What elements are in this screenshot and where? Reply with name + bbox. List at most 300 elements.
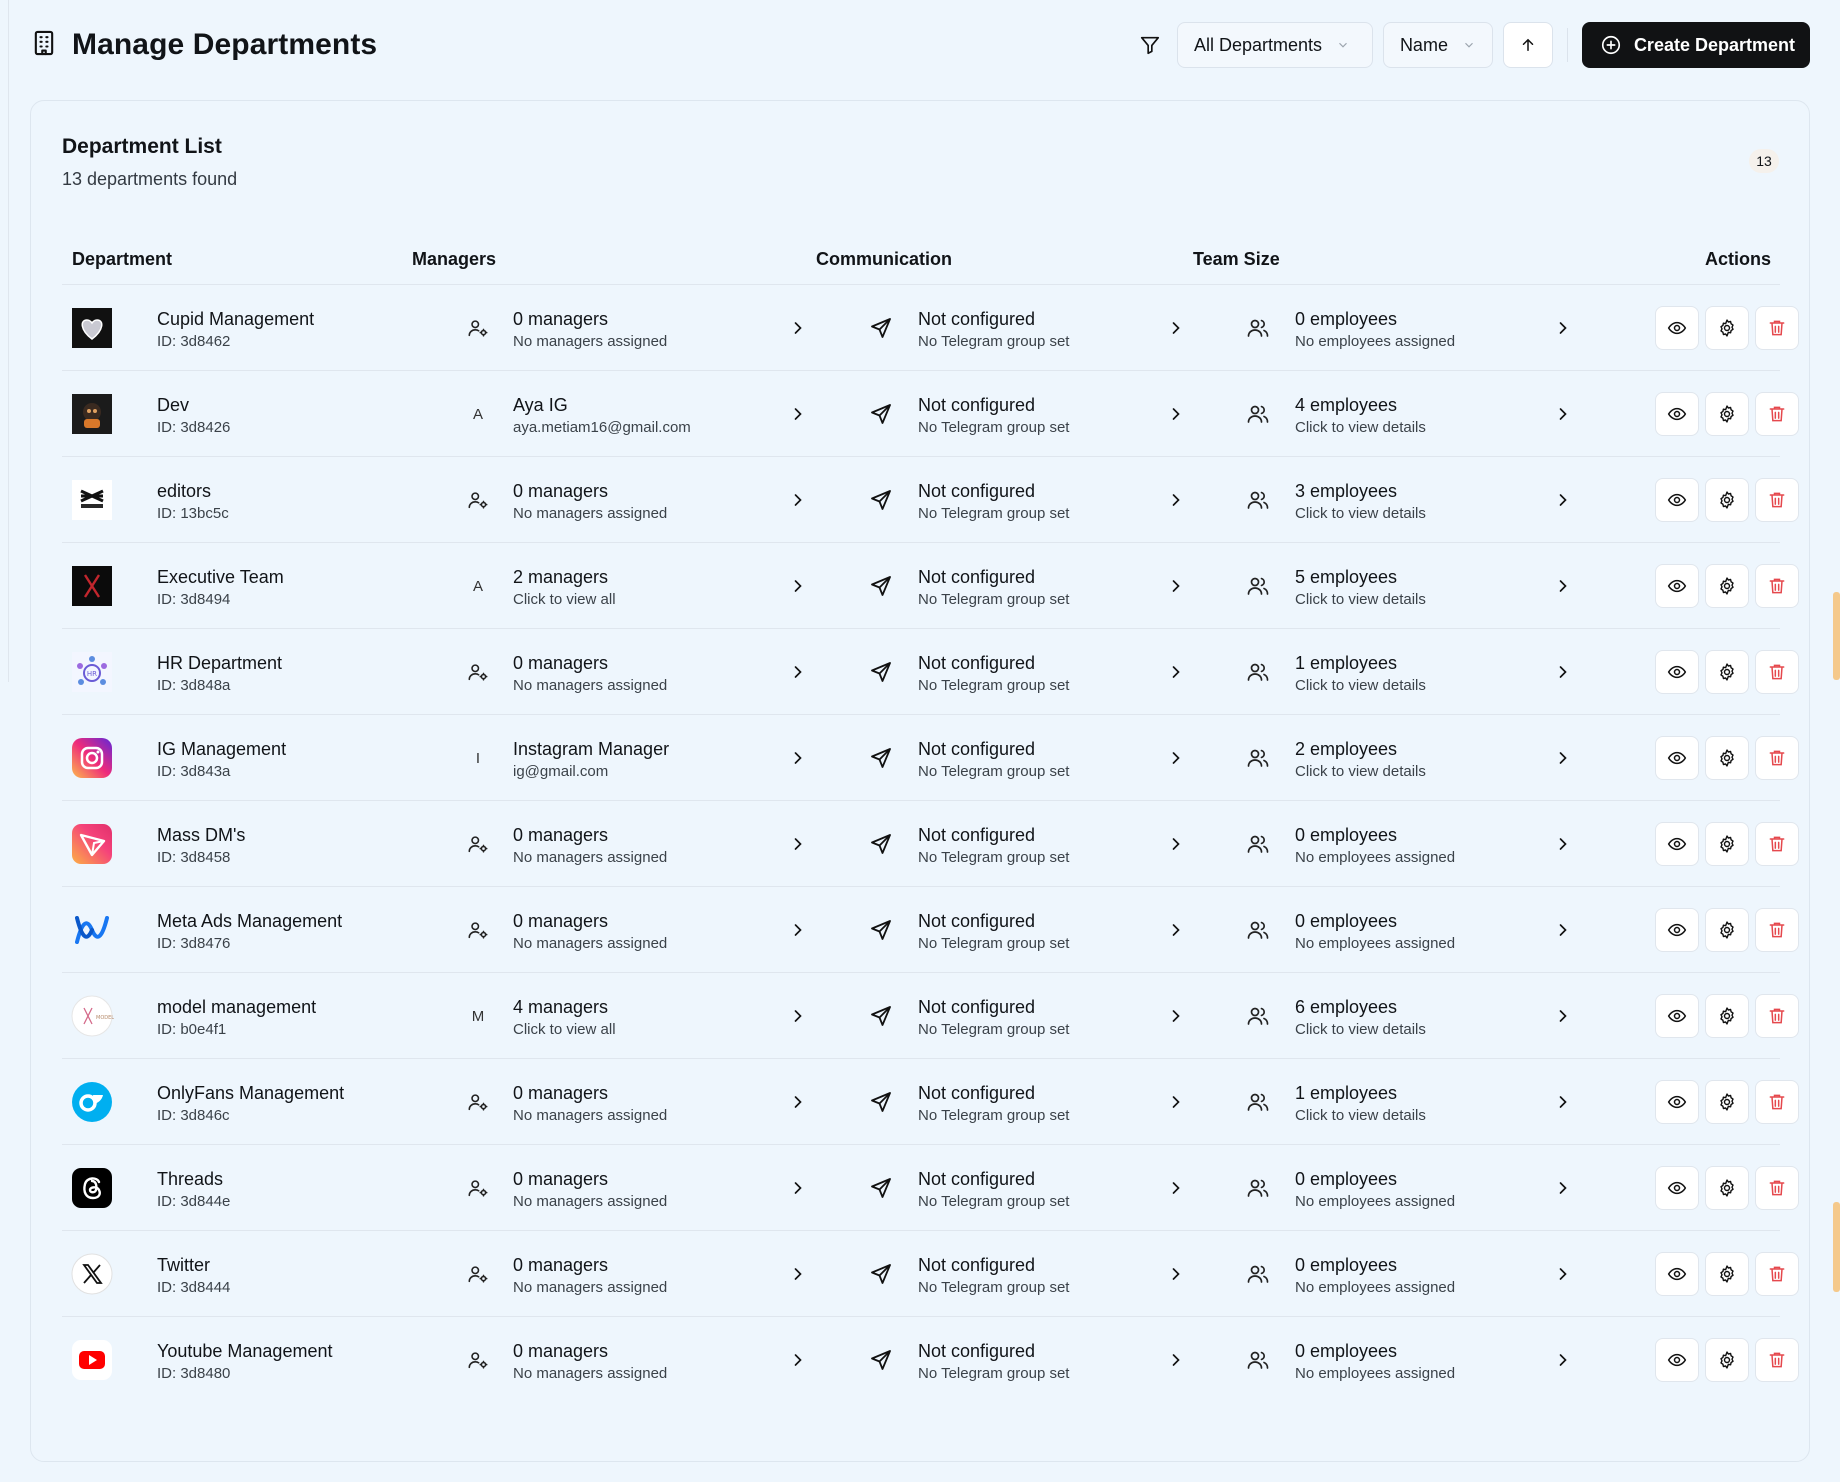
- delete-department-button[interactable]: [1755, 1338, 1799, 1382]
- settings-department-button[interactable]: [1705, 306, 1749, 350]
- create-department-label: Create Department: [1633, 34, 1795, 55]
- delete-department-button[interactable]: [1755, 908, 1799, 952]
- department-id: ID: 3d846c: [157, 1107, 230, 1124]
- users-icon: [1246, 316, 1270, 340]
- managers-detail: No managers assigned: [513, 1279, 668, 1296]
- team-size-count: 5 employees: [1295, 567, 1398, 587]
- sidebar-edge: [0, 0, 9, 682]
- team-chevron-right-icon[interactable]: [1553, 920, 1573, 940]
- team-size-detail: No employees assigned: [1295, 1365, 1456, 1382]
- department-id: ID: 3d848a: [157, 677, 231, 694]
- department-name: editors: [157, 481, 212, 501]
- team-size-detail: No employees assigned: [1295, 849, 1456, 866]
- user-cog-icon: [466, 1090, 490, 1114]
- managers-chevron-right-icon[interactable]: [788, 1006, 808, 1026]
- delete-department-button[interactable]: [1755, 736, 1799, 780]
- settings-department-button[interactable]: [1705, 392, 1749, 436]
- communication-detail: No Telegram group set: [918, 1107, 1070, 1124]
- managers-chevron-right-icon[interactable]: [788, 834, 808, 854]
- trash-icon: [1767, 920, 1787, 940]
- manager-initial-avatar: A: [472, 577, 483, 595]
- capcut-logo: [72, 480, 112, 520]
- team-chevron-right-icon[interactable]: [1553, 1264, 1573, 1284]
- gear-icon: [1717, 1006, 1737, 1026]
- communication-chevron-right-icon[interactable]: [1166, 920, 1186, 940]
- settings-department-button[interactable]: [1705, 1338, 1749, 1382]
- managers-chevron-right-icon[interactable]: [788, 1178, 808, 1198]
- svg-text:MODEL: MODEL: [96, 1015, 115, 1021]
- plus-circle-icon: [1600, 34, 1622, 56]
- send-icon: [869, 488, 893, 512]
- eye-icon: [1667, 1178, 1687, 1198]
- gear-icon: [1717, 1092, 1737, 1112]
- managers-detail: No managers assigned: [513, 935, 668, 952]
- user-cog-icon: [466, 918, 490, 942]
- card-title: Department List: [62, 135, 222, 158]
- send-icon: [869, 1348, 893, 1372]
- users-icon: [1246, 1090, 1270, 1114]
- youtube-logo: [72, 1340, 112, 1380]
- managers-summary: 0 managers: [513, 1255, 609, 1275]
- managers-chevron-right-icon[interactable]: [788, 748, 808, 768]
- users-icon: [1246, 660, 1270, 684]
- team-size-detail: Click to view details: [1295, 591, 1426, 608]
- team-chevron-right-icon[interactable]: [1553, 662, 1573, 682]
- communication-status: Not configured: [918, 1083, 1036, 1103]
- department-name: Cupid Management: [157, 309, 315, 329]
- page-header: [30, 22, 1810, 68]
- gear-icon: [1717, 834, 1737, 854]
- send-icon: [869, 1004, 893, 1028]
- team-size-count: 6 employees: [1295, 997, 1398, 1017]
- gear-icon: [1717, 662, 1737, 682]
- team-size-count: 0 employees: [1295, 309, 1398, 329]
- onlyfans-logo: [72, 1082, 112, 1122]
- table-row: [62, 973, 1780, 1059]
- users-icon: [1246, 1348, 1270, 1372]
- trash-icon: [1767, 748, 1787, 768]
- users-icon: [1246, 574, 1270, 598]
- settings-department-button[interactable]: [1705, 1080, 1749, 1124]
- communication-detail: No Telegram group set: [918, 333, 1070, 350]
- view-department-button[interactable]: [1655, 1252, 1699, 1296]
- settings-department-button[interactable]: [1705, 994, 1749, 1038]
- department-id: ID: 3d8426: [157, 419, 231, 436]
- department-name: Executive Team: [157, 567, 284, 587]
- send-icon: [869, 1090, 893, 1114]
- team-chevron-right-icon[interactable]: [1553, 576, 1573, 596]
- managers-summary: 4 managers: [513, 997, 609, 1017]
- settings-department-button[interactable]: [1705, 908, 1749, 952]
- communication-detail: No Telegram group set: [918, 1365, 1070, 1382]
- send-icon: [869, 660, 893, 684]
- table-row: [62, 629, 1780, 715]
- settings-department-button[interactable]: [1705, 478, 1749, 522]
- communication-detail: No Telegram group set: [918, 505, 1070, 522]
- communication-status: Not configured: [918, 481, 1036, 501]
- view-department-button[interactable]: [1655, 306, 1699, 350]
- team-size-count: 0 employees: [1295, 1169, 1398, 1189]
- department-id: ID: 3d843a: [157, 763, 231, 780]
- send-icon: [869, 1176, 893, 1200]
- chevron-down-icon: [1462, 38, 1476, 52]
- managers-summary: 0 managers: [513, 653, 609, 673]
- communication-status: Not configured: [918, 653, 1036, 673]
- users-icon: [1246, 918, 1270, 942]
- table-row: [62, 543, 1780, 629]
- managers-summary: 0 managers: [513, 911, 609, 931]
- communication-chevron-right-icon[interactable]: [1166, 1178, 1186, 1198]
- table-row: [62, 1145, 1780, 1231]
- users-icon: [1246, 832, 1270, 856]
- table-row: [62, 285, 1780, 371]
- communication-chevron-right-icon[interactable]: [1166, 1092, 1186, 1112]
- gear-icon: [1717, 576, 1737, 596]
- view-department-button[interactable]: [1655, 736, 1699, 780]
- send-icon: [869, 746, 893, 770]
- trash-icon: [1767, 834, 1787, 854]
- svg-text:HR: HR: [86, 670, 98, 678]
- managers-summary: 0 managers: [513, 1083, 609, 1103]
- communication-chevron-right-icon[interactable]: [1166, 576, 1186, 596]
- page-title: Manage Departments: [72, 28, 378, 61]
- department-name: Twitter: [157, 1255, 211, 1275]
- team-chevron-right-icon[interactable]: [1553, 318, 1573, 338]
- communication-status: Not configured: [918, 739, 1036, 759]
- col-communication: Communication: [816, 249, 953, 269]
- team-size-detail: Click to view details: [1295, 677, 1426, 694]
- managers-chevron-right-icon[interactable]: [788, 920, 808, 940]
- communication-status: Not configured: [918, 395, 1036, 415]
- users-icon: [1246, 746, 1270, 770]
- eye-icon: [1667, 1006, 1687, 1026]
- col-managers: Managers: [412, 249, 497, 269]
- communication-detail: No Telegram group set: [918, 1021, 1070, 1038]
- communication-chevron-right-icon[interactable]: [1166, 1350, 1186, 1370]
- managers-detail: No managers assigned: [513, 1365, 668, 1382]
- manager-initial-avatar: M: [471, 1007, 485, 1025]
- user-cog-icon: [466, 316, 490, 340]
- users-icon: [1246, 1004, 1270, 1028]
- user-cog-icon: [466, 660, 490, 684]
- communication-detail: No Telegram group set: [918, 1279, 1070, 1296]
- table-header: [62, 247, 1780, 285]
- view-department-button[interactable]: [1655, 478, 1699, 522]
- managers-chevron-right-icon[interactable]: [788, 1264, 808, 1284]
- managers-summary: 2 managers: [513, 567, 609, 587]
- table-row: [62, 715, 1780, 801]
- gear-icon: [1717, 490, 1737, 510]
- communication-status: Not configured: [918, 1341, 1036, 1361]
- managers-summary: Instagram Manager: [513, 739, 670, 759]
- communication-status: Not configured: [918, 997, 1036, 1017]
- col-actions: Actions: [1704, 249, 1771, 269]
- x-logo: [72, 1254, 112, 1294]
- trash-icon: [1767, 1006, 1787, 1026]
- model-logo: [72, 996, 115, 1036]
- managers-detail: No managers assigned: [513, 849, 668, 866]
- managers-detail: No managers assigned: [513, 1193, 668, 1210]
- send-icon: [869, 574, 893, 598]
- trash-icon: [1767, 1092, 1787, 1112]
- team-size-detail: No employees assigned: [1295, 1193, 1456, 1210]
- managers-detail: aya.metiam16@gmail.com: [513, 419, 691, 436]
- scrollbar-thumb[interactable]: [1833, 592, 1840, 680]
- department-name: Youtube Management: [157, 1341, 333, 1361]
- managers-summary: 0 managers: [513, 825, 609, 845]
- managers-chevron-right-icon[interactable]: [788, 490, 808, 510]
- managers-chevron-right-icon[interactable]: [788, 662, 808, 682]
- sort-field-value: Name: [1399, 34, 1448, 55]
- managers-detail: No managers assigned: [513, 677, 668, 694]
- table-row: [62, 1231, 1780, 1317]
- department-name: Mass DM's: [157, 825, 246, 845]
- trash-icon: [1767, 1350, 1787, 1370]
- department-id: ID: 3d8480: [157, 1365, 231, 1382]
- trash-icon: [1767, 1178, 1787, 1198]
- view-department-button[interactable]: [1655, 392, 1699, 436]
- team-chevron-right-icon[interactable]: [1553, 1350, 1573, 1370]
- team-size-detail: Click to view details: [1295, 1107, 1426, 1124]
- send-icon: [869, 918, 893, 942]
- trash-icon: [1767, 576, 1787, 596]
- settings-department-button[interactable]: [1705, 1166, 1749, 1210]
- team-chevron-right-icon[interactable]: [1553, 490, 1573, 510]
- gear-icon: [1717, 748, 1737, 768]
- managers-detail: ig@gmail.com: [513, 763, 609, 780]
- trash-icon: [1767, 662, 1787, 682]
- view-department-button[interactable]: [1655, 1166, 1699, 1210]
- team-size-count: 0 employees: [1295, 1341, 1398, 1361]
- meta-logo: [72, 910, 112, 950]
- team-size-detail: No employees assigned: [1295, 935, 1456, 952]
- managers-detail: No managers assigned: [513, 1107, 668, 1124]
- eye-icon: [1667, 576, 1687, 596]
- managers-chevron-right-icon[interactable]: [788, 318, 808, 338]
- team-size-count: 4 employees: [1295, 395, 1398, 415]
- eye-icon: [1667, 318, 1687, 338]
- hr-logo: [72, 652, 112, 692]
- communication-chevron-right-icon[interactable]: [1166, 1264, 1186, 1284]
- col-department: Department: [72, 249, 173, 269]
- department-id: ID: 3d8444: [157, 1279, 231, 1296]
- gear-icon: [1717, 1178, 1737, 1198]
- delete-department-button[interactable]: [1755, 478, 1799, 522]
- department-name: IG Management: [157, 739, 287, 759]
- view-department-button[interactable]: [1655, 564, 1699, 608]
- communication-chevron-right-icon[interactable]: [1166, 834, 1186, 854]
- trash-icon: [1767, 318, 1787, 338]
- scrollbar-thumb[interactable]: [1833, 1202, 1840, 1292]
- team-chevron-right-icon[interactable]: [1553, 404, 1573, 424]
- communication-detail: No Telegram group set: [918, 591, 1070, 608]
- team-size-detail: Click to view details: [1295, 1021, 1426, 1038]
- team-chevron-right-icon[interactable]: [1553, 1092, 1573, 1112]
- communication-status: Not configured: [918, 567, 1036, 587]
- department-id: ID: 3d844e: [157, 1193, 231, 1210]
- threads-logo: [72, 1168, 112, 1208]
- managers-summary: Aya IG: [513, 395, 568, 415]
- team-size-count: 0 employees: [1295, 825, 1398, 845]
- managers-chevron-right-icon[interactable]: [788, 1350, 808, 1370]
- delete-department-button[interactable]: [1755, 392, 1799, 436]
- eye-icon: [1667, 748, 1687, 768]
- eye-icon: [1667, 490, 1687, 510]
- department-filter-value: All Departments: [1193, 34, 1322, 55]
- team-chevron-right-icon[interactable]: [1553, 1006, 1573, 1026]
- gear-icon: [1717, 920, 1737, 940]
- table-row: [62, 457, 1780, 543]
- department-name: Threads: [157, 1169, 224, 1189]
- communication-chevron-right-icon[interactable]: [1166, 490, 1186, 510]
- settings-department-button[interactable]: [1705, 822, 1749, 866]
- team-size-count: 2 employees: [1295, 739, 1398, 759]
- eye-icon: [1667, 834, 1687, 854]
- eye-icon: [1667, 1264, 1687, 1284]
- department-id: ID: 3d8458: [157, 849, 231, 866]
- delete-department-button[interactable]: [1755, 1252, 1799, 1296]
- communication-chevron-right-icon[interactable]: [1166, 404, 1186, 424]
- users-icon: [1246, 1176, 1270, 1200]
- department-name: Dev: [157, 395, 190, 415]
- eye-icon: [1667, 1092, 1687, 1112]
- communication-detail: No Telegram group set: [918, 1193, 1070, 1210]
- users-icon: [1246, 1262, 1270, 1286]
- communication-chevron-right-icon[interactable]: [1166, 662, 1186, 682]
- gear-icon: [1717, 1350, 1737, 1370]
- team-chevron-right-icon[interactable]: [1553, 834, 1573, 854]
- settings-department-button[interactable]: [1705, 564, 1749, 608]
- instagram-logo: [72, 738, 112, 778]
- user-cog-icon: [466, 488, 490, 512]
- header-controls: [1133, 22, 1810, 68]
- team-size-count: 1 employees: [1295, 653, 1398, 673]
- team-size-detail: Click to view details: [1295, 763, 1426, 780]
- settings-department-button[interactable]: [1705, 650, 1749, 694]
- view-department-button[interactable]: [1655, 1338, 1699, 1382]
- department-name: Meta Ads Management: [157, 911, 343, 931]
- building-icon: [30, 29, 58, 62]
- department-id: ID: 3d8494: [157, 591, 231, 608]
- view-department-button[interactable]: [1655, 1080, 1699, 1124]
- users-icon: [1246, 402, 1270, 426]
- send-icon: [869, 1262, 893, 1286]
- table-row: [62, 371, 1780, 457]
- managers-chevron-right-icon[interactable]: [788, 404, 808, 424]
- department-name: OnlyFans Management: [157, 1083, 345, 1103]
- view-department-button[interactable]: [1655, 822, 1699, 866]
- table-row: [62, 887, 1780, 973]
- delete-department-button[interactable]: [1755, 1080, 1799, 1124]
- view-department-button[interactable]: [1655, 650, 1699, 694]
- delete-department-button[interactable]: [1755, 1166, 1799, 1210]
- filter-icon[interactable]: [1133, 22, 1167, 68]
- team-size-detail: Click to view details: [1295, 505, 1426, 522]
- managers-chevron-right-icon[interactable]: [788, 1092, 808, 1112]
- managers-summary: 0 managers: [513, 481, 609, 501]
- delete-department-button[interactable]: [1755, 306, 1799, 350]
- send-icon: [869, 832, 893, 856]
- department-filter-select[interactable]: [1177, 22, 1373, 68]
- create-department-button[interactable]: [1582, 22, 1810, 68]
- user-cog-icon: [466, 832, 490, 856]
- communication-status: Not configured: [918, 825, 1036, 845]
- send-icon: [869, 316, 893, 340]
- table-row: [62, 1059, 1780, 1145]
- communication-chevron-right-icon[interactable]: [1166, 748, 1186, 768]
- department-id: ID: 13bc5c: [157, 505, 229, 522]
- department-id: ID: 3d8476: [157, 935, 231, 952]
- team-chevron-right-icon[interactable]: [1553, 1178, 1573, 1198]
- department-id: ID: b0e4f1: [157, 1021, 227, 1038]
- managers-summary: 0 managers: [513, 309, 609, 329]
- delete-department-button[interactable]: [1755, 650, 1799, 694]
- table-row: [62, 1317, 1780, 1403]
- user-cog-icon: [466, 1176, 490, 1200]
- team-size-detail: Click to view details: [1295, 419, 1426, 436]
- team-size-count: 0 employees: [1295, 1255, 1398, 1275]
- sort-field-select[interactable]: [1383, 22, 1493, 68]
- managers-chevron-right-icon[interactable]: [788, 576, 808, 596]
- card-subtitle: 13 departments found: [62, 169, 238, 189]
- users-icon: [1246, 488, 1270, 512]
- eye-icon: [1667, 920, 1687, 940]
- department-id: ID: 3d8462: [157, 333, 231, 350]
- view-department-button[interactable]: [1655, 994, 1699, 1038]
- communication-status: Not configured: [918, 1255, 1036, 1275]
- executive-logo: [72, 566, 112, 606]
- communication-chevron-right-icon[interactable]: [1166, 318, 1186, 338]
- communication-status: Not configured: [918, 911, 1036, 931]
- communication-detail: No Telegram group set: [918, 419, 1070, 436]
- managers-detail: Click to view all: [513, 1021, 616, 1038]
- dev-logo: [72, 394, 112, 434]
- heart-logo: [72, 308, 112, 348]
- table-row: [62, 801, 1780, 887]
- delete-department-button[interactable]: [1755, 564, 1799, 608]
- eye-icon: [1667, 1350, 1687, 1370]
- communication-detail: No Telegram group set: [918, 935, 1070, 952]
- gear-icon: [1717, 318, 1737, 338]
- team-size-detail: No employees assigned: [1295, 333, 1456, 350]
- team-size-count: 3 employees: [1295, 481, 1398, 501]
- team-size-detail: No employees assigned: [1295, 1279, 1456, 1296]
- communication-detail: No Telegram group set: [918, 763, 1070, 780]
- communication-detail: No Telegram group set: [918, 677, 1070, 694]
- count-badge: 13: [1749, 149, 1779, 173]
- delete-department-button[interactable]: [1755, 994, 1799, 1038]
- team-size-count: 0 employees: [1295, 911, 1398, 931]
- sort-direction-button[interactable]: [1503, 22, 1553, 68]
- view-department-button[interactable]: [1655, 908, 1699, 952]
- communication-chevron-right-icon[interactable]: [1166, 1006, 1186, 1026]
- department-table-body: [62, 285, 1780, 1403]
- delete-department-button[interactable]: [1755, 822, 1799, 866]
- trash-icon: [1767, 490, 1787, 510]
- header-divider: [1567, 28, 1568, 62]
- settings-department-button[interactable]: [1705, 1252, 1749, 1296]
- gear-icon: [1717, 404, 1737, 424]
- team-chevron-right-icon[interactable]: [1553, 748, 1573, 768]
- managers-summary: 0 managers: [513, 1169, 609, 1189]
- title-group: [30, 28, 377, 62]
- manager-initial-avatar: I: [475, 749, 481, 767]
- send-icon: [869, 402, 893, 426]
- settings-department-button[interactable]: [1705, 736, 1749, 780]
- managers-detail: Click to view all: [513, 591, 616, 608]
- managers-detail: No managers assigned: [513, 333, 668, 350]
- user-cog-icon: [466, 1348, 490, 1372]
